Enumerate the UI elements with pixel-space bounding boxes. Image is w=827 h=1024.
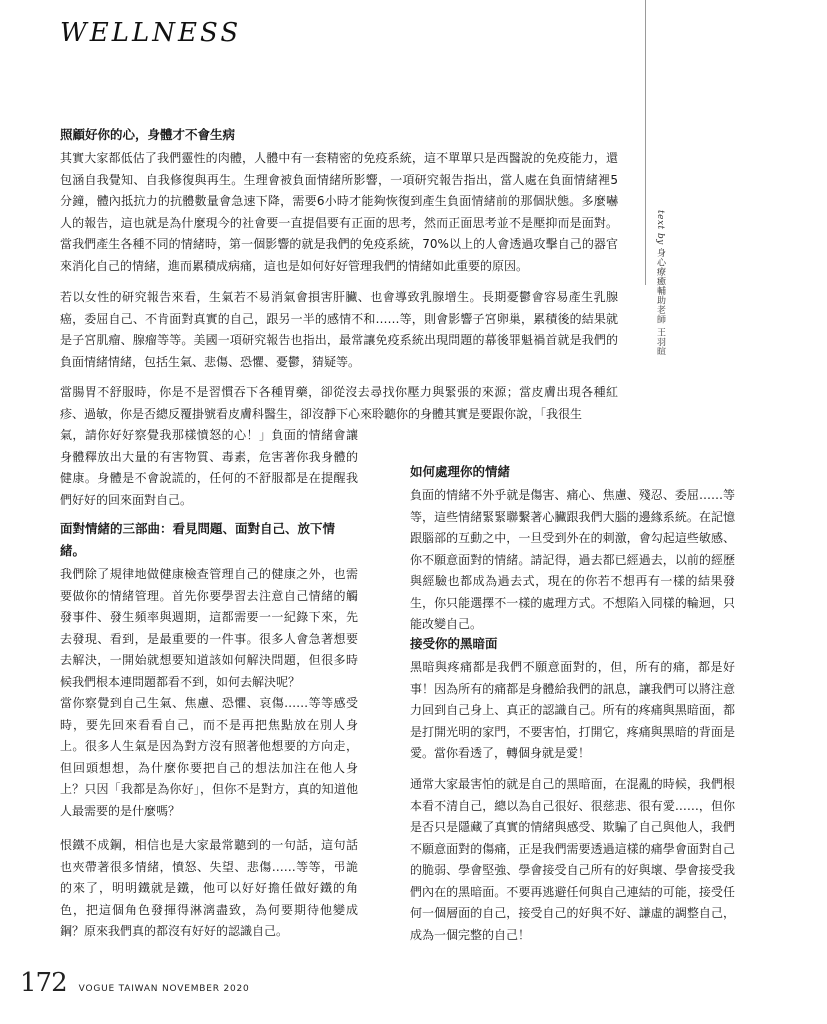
section-dark-side [410,633,735,765]
heading-handle-emotions: 如何處理你的情緒 [410,464,511,479]
section-intro [60,124,618,277]
paragraph-notice: 當你察覺到自己生氣、焦慮、恐懼、哀傷……等等感受時，要先回來看看自己，而不是再把焦點放在別人身上。很多人生氣是因為對方沒有照著他想要的方向走，但回頭想想，為什麼你要把自己的想法加注在他人身上？只因「我都是為你好」，但你不是對方，真的知道他人最需要的是什麼嗎？ [60,696,358,818]
section-handle-emotions [410,461,735,636]
author-credit [654,210,667,356]
paragraph-fear: 通常大家最害怕的就是自己的黑暗面，在混亂的時候，我們根本看不清自己，總以為自己很好、很慈悲、很有愛……，但你是否只是隱藏了真實的情緒與感受、欺騙了自己與他人，我們不願意面對的傷痛，正是我們需要透過這樣的痛學會面對自己的脆弱、學會堅強、學會接受自己所有的好與壞、學會接受我們內在的黑暗面。不要再逃避任何與自己連結的可能，接受任何一個層面的自己，接受自己的好與不好、謙虛的調整自己，成為一個完整的自己！ [410,777,735,942]
credit-name: 身心療癒輔助老師 王羽暄 [655,248,665,357]
publication-folio: VOGUE TAIWAN NOVEMBER 2020 [78,984,250,994]
heading-three-steps: 面對情緒的三部曲：看見問題、面對自己、放下情緒。 [60,521,336,558]
paragraph-three-steps: 我們除了規律地做健康檢查管理自己的健康之外，也需要做你的情緒管理。首先你要學習去注意自己情緒的觸發事件、發生頻率與週期，這都需要一一紀錄下來，先去發現、看到，是最重要的一件事。很多人會急著想要去解決，一開始就想要知道該如何解決問題，但很多時候我們根本連問題都看不到，如何去解決呢？ [60,567,358,689]
section-three-steps [60,518,358,693]
page-number: 172 [20,968,67,998]
section-title: WELLNESS [60,18,242,48]
section-notice [60,693,358,822]
page-footer [20,968,250,998]
paragraph-dark-side: 黑暗與疼痛都是我們不願意面對的，但，所有的痛，都是好事！因為所有的痛都是身體給我們的訊息，讓我們可以將注意力回到自己身上、真正的認識自己。所有的疼痛與黑暗面，都是打開光明的家門，不要害怕，打開它，疼痛與黑暗的背面是愛。當你看透了，轉個身就是愛！ [410,660,735,760]
section-women [60,287,618,373]
heading-dark-side: 接受你的黑暗面 [410,636,498,651]
heading-care-heart: 照顧好你的心，身體才不會生病 [60,127,236,142]
paragraph-intro: 其實大家都低估了我們靈性的肉體，人體中有一套精密的免疫系統，這不單單只是西醫說的免疫能力，還包涵自我覺知、自我修復與再生。生理會被負面情緒所影響，一項研究報告指出，當人處在負面情緒裡5分鐘，體內抵抗力的抗體數量會急速下降，需要6小時才能夠恢復到產生負面情緒前的那個狀態。多麼嚇人的報告，這也就是為什麼現今的社會要一直提倡要有正面的思考，然而正面思考並不是壓抑而是面對。當我們產生各種不同的情緒時，第一個影響的就是我們的免疫系統，70%以上的人會透過攻擊自己的器官來消化自己的情緒，進而累積成病痛，這也是如何好好管理我們的情緒如此重要的原因。 [60,151,618,273]
credit-label: text by [655,210,665,245]
paragraph-iron-steel: 恨鐵不成鋼，相信也是大家最常聽到的一句話，這句話也夾帶著很多情緒，憤怒、失望、悲傷……等等，弔詭的來了，明明鐵就是鐵，他可以好好擔任做好鐵的角色，把這個角色發揮得淋漓盡致，為何要期待他變成鋼？原來我們真的都沒有好好的認識自己。 [60,838,358,938]
paragraph-stomach-narrow: 氣，請你好好察覺我那樣憤怒的心！」負面的情緒會讓身體釋放出大量的有害物質、毒素，危害著你我身體的健康。身體是不會說謊的，任何的不舒服都是在提醒我們好好的回來面對自己。 [60,428,358,507]
column-divider [645,0,646,285]
section-iron-steel [60,835,358,943]
paragraph-women-research: 若以女性的研究報告來看，生氣若不易消氣會損害肝臟、也會導致乳腺增生。長期憂鬱會容易產生乳腺癌，委屈自己、不肯面對真實的自己，跟另一半的感情不和……等，則會影響子宮卵巢，累積後的結果就是子宮肌瘤、腺瘤等等。美國一項研究報告也指出，最常讓免疫系統出現問題的幕後罪魁禍首就是我們的負面情緒情緒，包括生氣、悲傷、恐懼、憂鬱，猜疑等。 [60,290,618,369]
paragraph-stomach-wide: 當腸胃不舒服時，你是不是習慣吞下各種胃藥，卻從沒去尋找你壓力與緊張的來源；當皮膚出現各種紅疹、過敏，你是否總反覆掛號看皮膚科醫生，卻沒靜下心來聆聽你的身體其實是要跟你說，「我很生 [60,385,618,421]
section-fear [410,774,735,946]
paragraph-handle-emotions: 負面的情緒不外乎就是傷害、痛心、焦慮、殘忍、委屈……等等，這些情緒緊緊聯繫著心臟跟我們大腦的邊緣系統。在記憶跟腦部的互動之中，一旦受到外在的刺激，會勾起這些敏感、你不願意面對的情緒。請記得，過去都已經過去，以前的經歷與經驗也都成為過去式，現在的你若不想再有一樣的結果發生，你只能選擇不一樣的處理方式。不想陷入同樣的輪迴，只能改變自己。 [410,488,735,631]
